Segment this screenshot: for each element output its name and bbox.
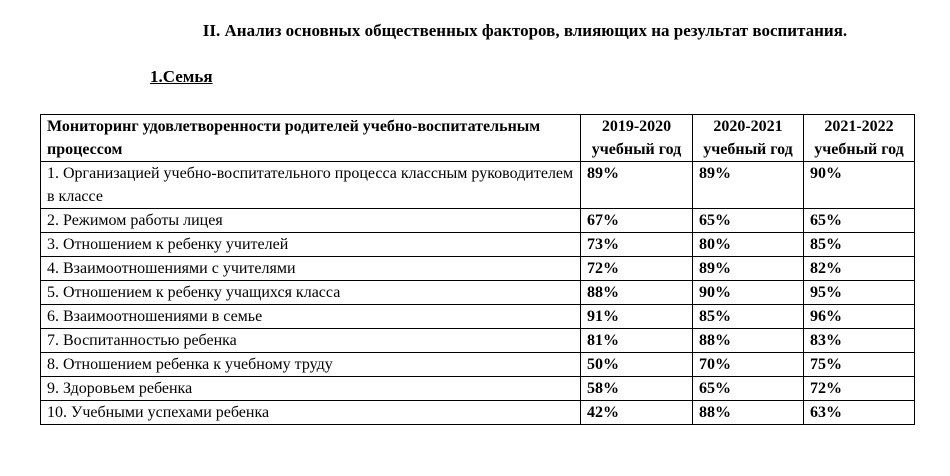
- table-row: [41, 257, 915, 281]
- criterion-label: 3. Отношением к ребенку учителей: [41, 233, 581, 257]
- percent-value: 82%: [804, 257, 915, 281]
- percent-value: 96%: [804, 305, 915, 329]
- percent-value: 85%: [693, 305, 804, 329]
- criterion-label: 5. Отношением к ребенку учащихся класса: [41, 281, 581, 305]
- year-column-header: 2020-2021 учебный год: [693, 115, 804, 162]
- percent-value: 73%: [581, 233, 693, 257]
- table-row: [41, 233, 915, 257]
- percent-value: 90%: [804, 162, 915, 209]
- criterion-label: 6. Взаимоотношениями в семье: [41, 305, 581, 329]
- subsection-title: 1.Семья: [150, 67, 213, 86]
- table-row: [41, 162, 915, 209]
- criterion-label: 8. Отношением ребенка к учебному труду: [41, 353, 581, 377]
- percent-value: 95%: [804, 281, 915, 305]
- criterion-column-header: Мониторинг удовлетворенности родителей учебно-воспитательным процессом: [41, 115, 581, 162]
- percent-value: 89%: [693, 162, 804, 209]
- table-row: [41, 401, 915, 425]
- percent-value: 72%: [804, 377, 915, 401]
- percent-value: 65%: [693, 377, 804, 401]
- percent-value: 83%: [804, 329, 915, 353]
- percent-value: 89%: [693, 257, 804, 281]
- percent-value: 88%: [693, 329, 804, 353]
- percent-value: 90%: [693, 281, 804, 305]
- percent-value: 88%: [581, 281, 693, 305]
- percent-value: 88%: [693, 401, 804, 425]
- criterion-label: 10. Учебными успехами ребенка: [41, 401, 581, 425]
- table-row: [41, 353, 915, 377]
- percent-value: 65%: [693, 209, 804, 233]
- percent-value: 91%: [581, 305, 693, 329]
- table-header-row: [41, 115, 915, 162]
- percent-value: 72%: [581, 257, 693, 281]
- criterion-label: 1. Организацией учебно-воспитательного процесса классным руководителем в классе: [41, 162, 581, 209]
- percent-value: 42%: [581, 401, 693, 425]
- section-title: II. Анализ основных общественных факторов, влияющих на результат воспитания.: [202, 21, 848, 40]
- percent-value: 63%: [804, 401, 915, 425]
- percent-value: 67%: [581, 209, 693, 233]
- percent-value: 80%: [693, 233, 804, 257]
- percent-value: 70%: [693, 353, 804, 377]
- table-row: [41, 329, 915, 353]
- percent-value: 81%: [581, 329, 693, 353]
- percent-value: 50%: [581, 353, 693, 377]
- criterion-label: 2. Режимом работы лицея: [41, 209, 581, 233]
- table-row: [41, 377, 915, 401]
- percent-value: 75%: [804, 353, 915, 377]
- criterion-label: 7. Воспитанностью ребенка: [41, 329, 581, 353]
- year-column-header: 2019-2020 учебный год: [581, 115, 693, 162]
- percent-value: 85%: [804, 233, 915, 257]
- percent-value: 58%: [581, 377, 693, 401]
- satisfaction-table: [40, 114, 915, 425]
- criterion-label: 4. Взаимоотношениями с учителями: [41, 257, 581, 281]
- table-row: [41, 305, 915, 329]
- table-row: [41, 209, 915, 233]
- table-row: [41, 281, 915, 305]
- percent-value: 89%: [581, 162, 693, 209]
- year-column-header: 2021-2022 учебный год: [804, 115, 915, 162]
- criterion-label: 9. Здоровьем ребенка: [41, 377, 581, 401]
- percent-value: 65%: [804, 209, 915, 233]
